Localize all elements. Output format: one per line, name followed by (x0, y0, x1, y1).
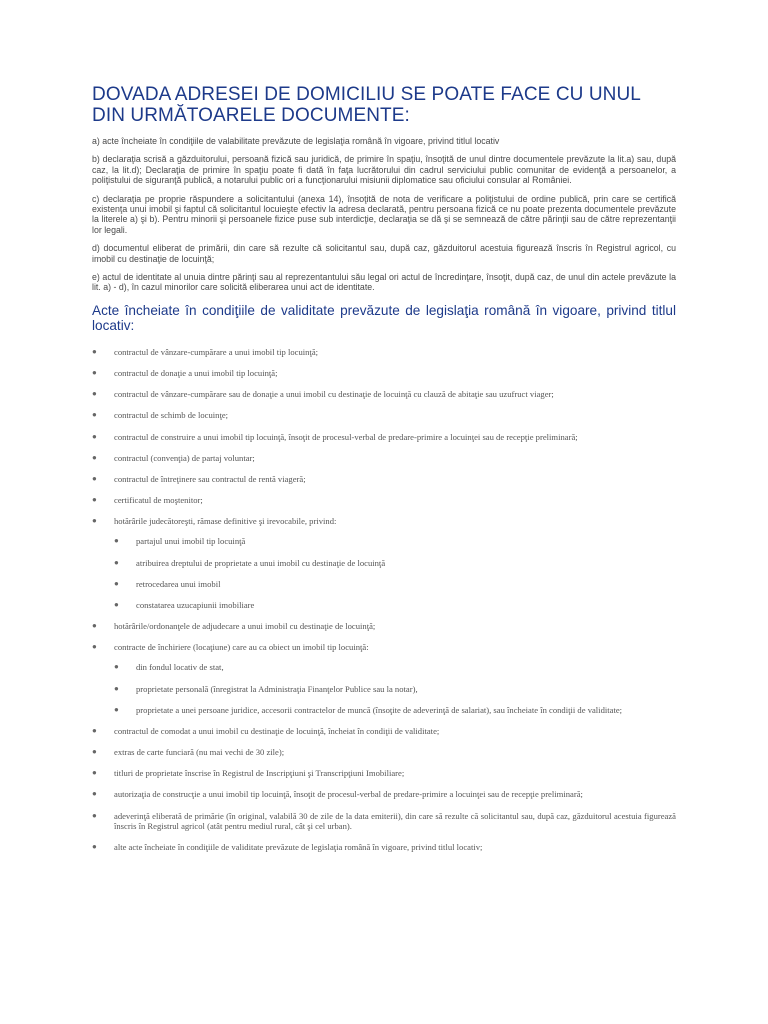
list-item-text: contractul de vânzare-cumpărare a unui imobil tip locuinţă; (114, 346, 319, 357)
sub-list-item (114, 662, 676, 672)
list-item (92, 768, 676, 778)
list-item (92, 368, 676, 378)
paragraphs (92, 136, 676, 293)
list-item-text: titluri de proprietate înscrise în Registrul de Inscripţiuni şi Transcripţiuni Imobiliare; (114, 768, 405, 779)
paragraph-e: e) actul de identitate al unuia dintre părinţi sau al reprezentantului său legal ori actul de încredinţare, însoţit, după caz, de unul din actele prevăzute la lit. a) - d), în cazul minorilor care solicită eliberarea unui act de identitate. (92, 272, 676, 293)
bullet-icon: ● (114, 704, 119, 714)
bullet-icon: ● (92, 410, 97, 420)
list-item (92, 474, 676, 484)
list-item-text: contractul de construire a unui imobil tip locuinţă, însoţit de procesul-verbal de predare-primire a locuinţei sau de recepţie preliminară; (114, 431, 578, 442)
list-item-text: autorizaţia de construcţie a unui imobil tip locuinţă, însoţit de procesul-verbal de predare-primire a locuinţei sau de recepţie preliminară; (114, 789, 583, 800)
bullet-icon: ● (92, 621, 97, 631)
bullet-icon: ● (114, 683, 119, 693)
sub-list-item (114, 705, 676, 715)
bullet-icon: ● (92, 516, 97, 526)
paragraph-d: d) documentul eliberat de primării, din care să rezulte că solicitantul sau, după caz, găzduitorul acestuia figurează înscris în Registrul agricol, cu imobil cu destinaţie de locuinţă; (92, 243, 676, 264)
paragraph-b: b) declaraţia scrisă a găzduitorului, persoană fizică sau juridică, de primire în spaţiu, însoţită de unul dintre documentele prevăzute la lit.a) sau, după caz, la lit.d); Declaraţia de primire în spaţiu poate fi dată în faţa lucrătorului din cadrul serviciului public comunitar de evidenţă a persoanelor, a poliţistului de siguranţă publică, a notarului public ori a funcţionarului misiunii diplomatice sau oficiului consular al României. (92, 154, 676, 186)
list-item (92, 747, 676, 757)
bullet-icon: ● (114, 536, 119, 546)
list-item-text: contractul de schimb de locuinţe; (114, 410, 229, 421)
list-item (92, 789, 676, 799)
bullet-icon: ● (92, 368, 97, 378)
bullet-icon: ● (92, 642, 97, 652)
documents-list (92, 347, 676, 852)
bullet-icon: ● (114, 557, 119, 567)
bullet-icon: ● (92, 810, 97, 820)
list-item-text: contractul de vânzare-cumpărare sau de donaţie a unui imobil cu destinaţie de locuinţă cu clauză de abitaţie sau uzufruct viager; (114, 389, 554, 400)
bullet-icon: ● (92, 495, 97, 505)
bullet-icon: ● (92, 389, 97, 399)
bullet-icon: ● (92, 346, 97, 356)
list-item (92, 811, 676, 831)
list-item-text: din fondul locativ de stat, (136, 662, 224, 673)
bullet-icon: ● (92, 452, 97, 462)
bullet-icon: ● (92, 725, 97, 735)
bullet-icon: ● (92, 841, 97, 851)
bullet-icon: ● (114, 599, 119, 609)
bullet-icon: ● (114, 578, 119, 588)
list-item (92, 842, 676, 852)
list-item-text: extras de carte funciară (nu mai vechi de 30 zile); (114, 747, 285, 758)
paragraph-a: a) acte încheiate în condiţiile de valabilitate prevăzute de legislaţia română în vigoare, privind titlul locativ (92, 136, 500, 146)
list-item (92, 347, 676, 357)
list-item-text: contractul de comodat a unui imobil cu destinaţie de locuinţă, încheiat în condiţii de validitate; (114, 725, 440, 736)
list-item-text: constatarea uzucapiunii imobiliare (136, 599, 255, 610)
document-title: DOVADA ADRESEI DE DOMICILIU SE POATE FACE CU UNUL DIN URMĂTOARELE DOCUMENTE: (92, 84, 641, 126)
sub-list (114, 662, 676, 714)
list-item-text: contractul (convenţia) de partaj voluntar; (114, 452, 255, 463)
list-item-text: partajul unui imobil tip locuinţă (136, 536, 246, 547)
paragraph-c: c) declaraţia pe proprie răspundere a solicitantului (anexa 14), însoţită de nota de verificare a poliţistului de ordine publică, prin care se certifică existenţa unui imobil şi faptul că solicitantul locuieşte efectiv la adresa declarată, pentru persoana fizică ce nu poate prezenta documentele prevăzute la literele a) şi b). Pentru minorii şi persoanele fizice puse sub interdicţie, declaraţia se dă şi se semnează de către părinţii sau de către reprezentanţii lor legali. (92, 193, 676, 235)
list-item-text: contracte de închiriere (locaţiune) care au ca obiect un imobil tip locuinţă: (114, 642, 369, 653)
list-item (92, 432, 676, 442)
list-item-text: proprietate personală (înregistrat la Administraţia Finanţelor Publice sau la notar), (136, 683, 418, 694)
list-item (92, 495, 676, 505)
list-item-text: atribuirea dreptului de proprietate a unui imobil cu destinaţie de locuinţă (136, 557, 386, 568)
bullet-icon: ● (92, 747, 97, 757)
sub-list-item (114, 579, 676, 589)
list-item-text: contractul de donaţie a unui imobil tip locuinţă; (114, 368, 278, 379)
sub-list (114, 536, 676, 610)
bullet-icon: ● (114, 662, 119, 672)
list-item-text: contractul de întreţinere sau contractul de rentă viageră; (114, 474, 306, 484)
list-item (92, 453, 676, 463)
list-item-text: certificatul de moştenitor; (114, 495, 203, 506)
bullet-icon: ● (92, 431, 97, 441)
list-item-text: adeverinţă eliberată de primărie (în original, valabilă 30 de zile de la data emiterii), din care să rezulte că solicitantul sau, după caz, găzduitorul acestuia figurează înscris în Registrul agricol (atât pentru mediul rural, cât şi cel urban). (114, 810, 676, 831)
bullet-icon: ● (92, 474, 97, 483)
sub-list-item (114, 684, 676, 694)
list-item (92, 516, 676, 610)
list-item (92, 389, 676, 399)
bullet-icon: ● (92, 789, 97, 799)
list-item (92, 621, 676, 631)
sub-list-item (114, 558, 676, 568)
section-subtitle: Acte încheiate în condiţiile de validitate prevăzute de legislaţia română în vigoare, privind titlul locativ: (92, 302, 676, 333)
sub-list-item (114, 600, 676, 610)
bullet-icon: ● (92, 768, 97, 778)
list-item-text: hotărârile/ordonanţele de adjudecare a unui imobil cu destinaţie de locuinţă; (114, 621, 376, 632)
list-item-text: alte acte încheiate în condiţiile de validitate prevăzute de legislaţia română în vigoare, privind titlul locativ; (114, 841, 483, 852)
list-item (92, 410, 676, 420)
list-item-text: retrocedarea unui imobil (136, 578, 221, 589)
list-item (92, 642, 676, 714)
list-item (92, 726, 676, 736)
sub-list-item (114, 536, 676, 546)
list-item-text: hotărârile judecătoreşti, rămase definitive şi irevocabile, privind: (114, 516, 337, 527)
list-item-text: proprietate a unei persoane juridice, accesorii contractelor de muncă (însoţite de adeverinţă de salariat), sau încheiate în condiţii de validitate; (136, 704, 623, 715)
